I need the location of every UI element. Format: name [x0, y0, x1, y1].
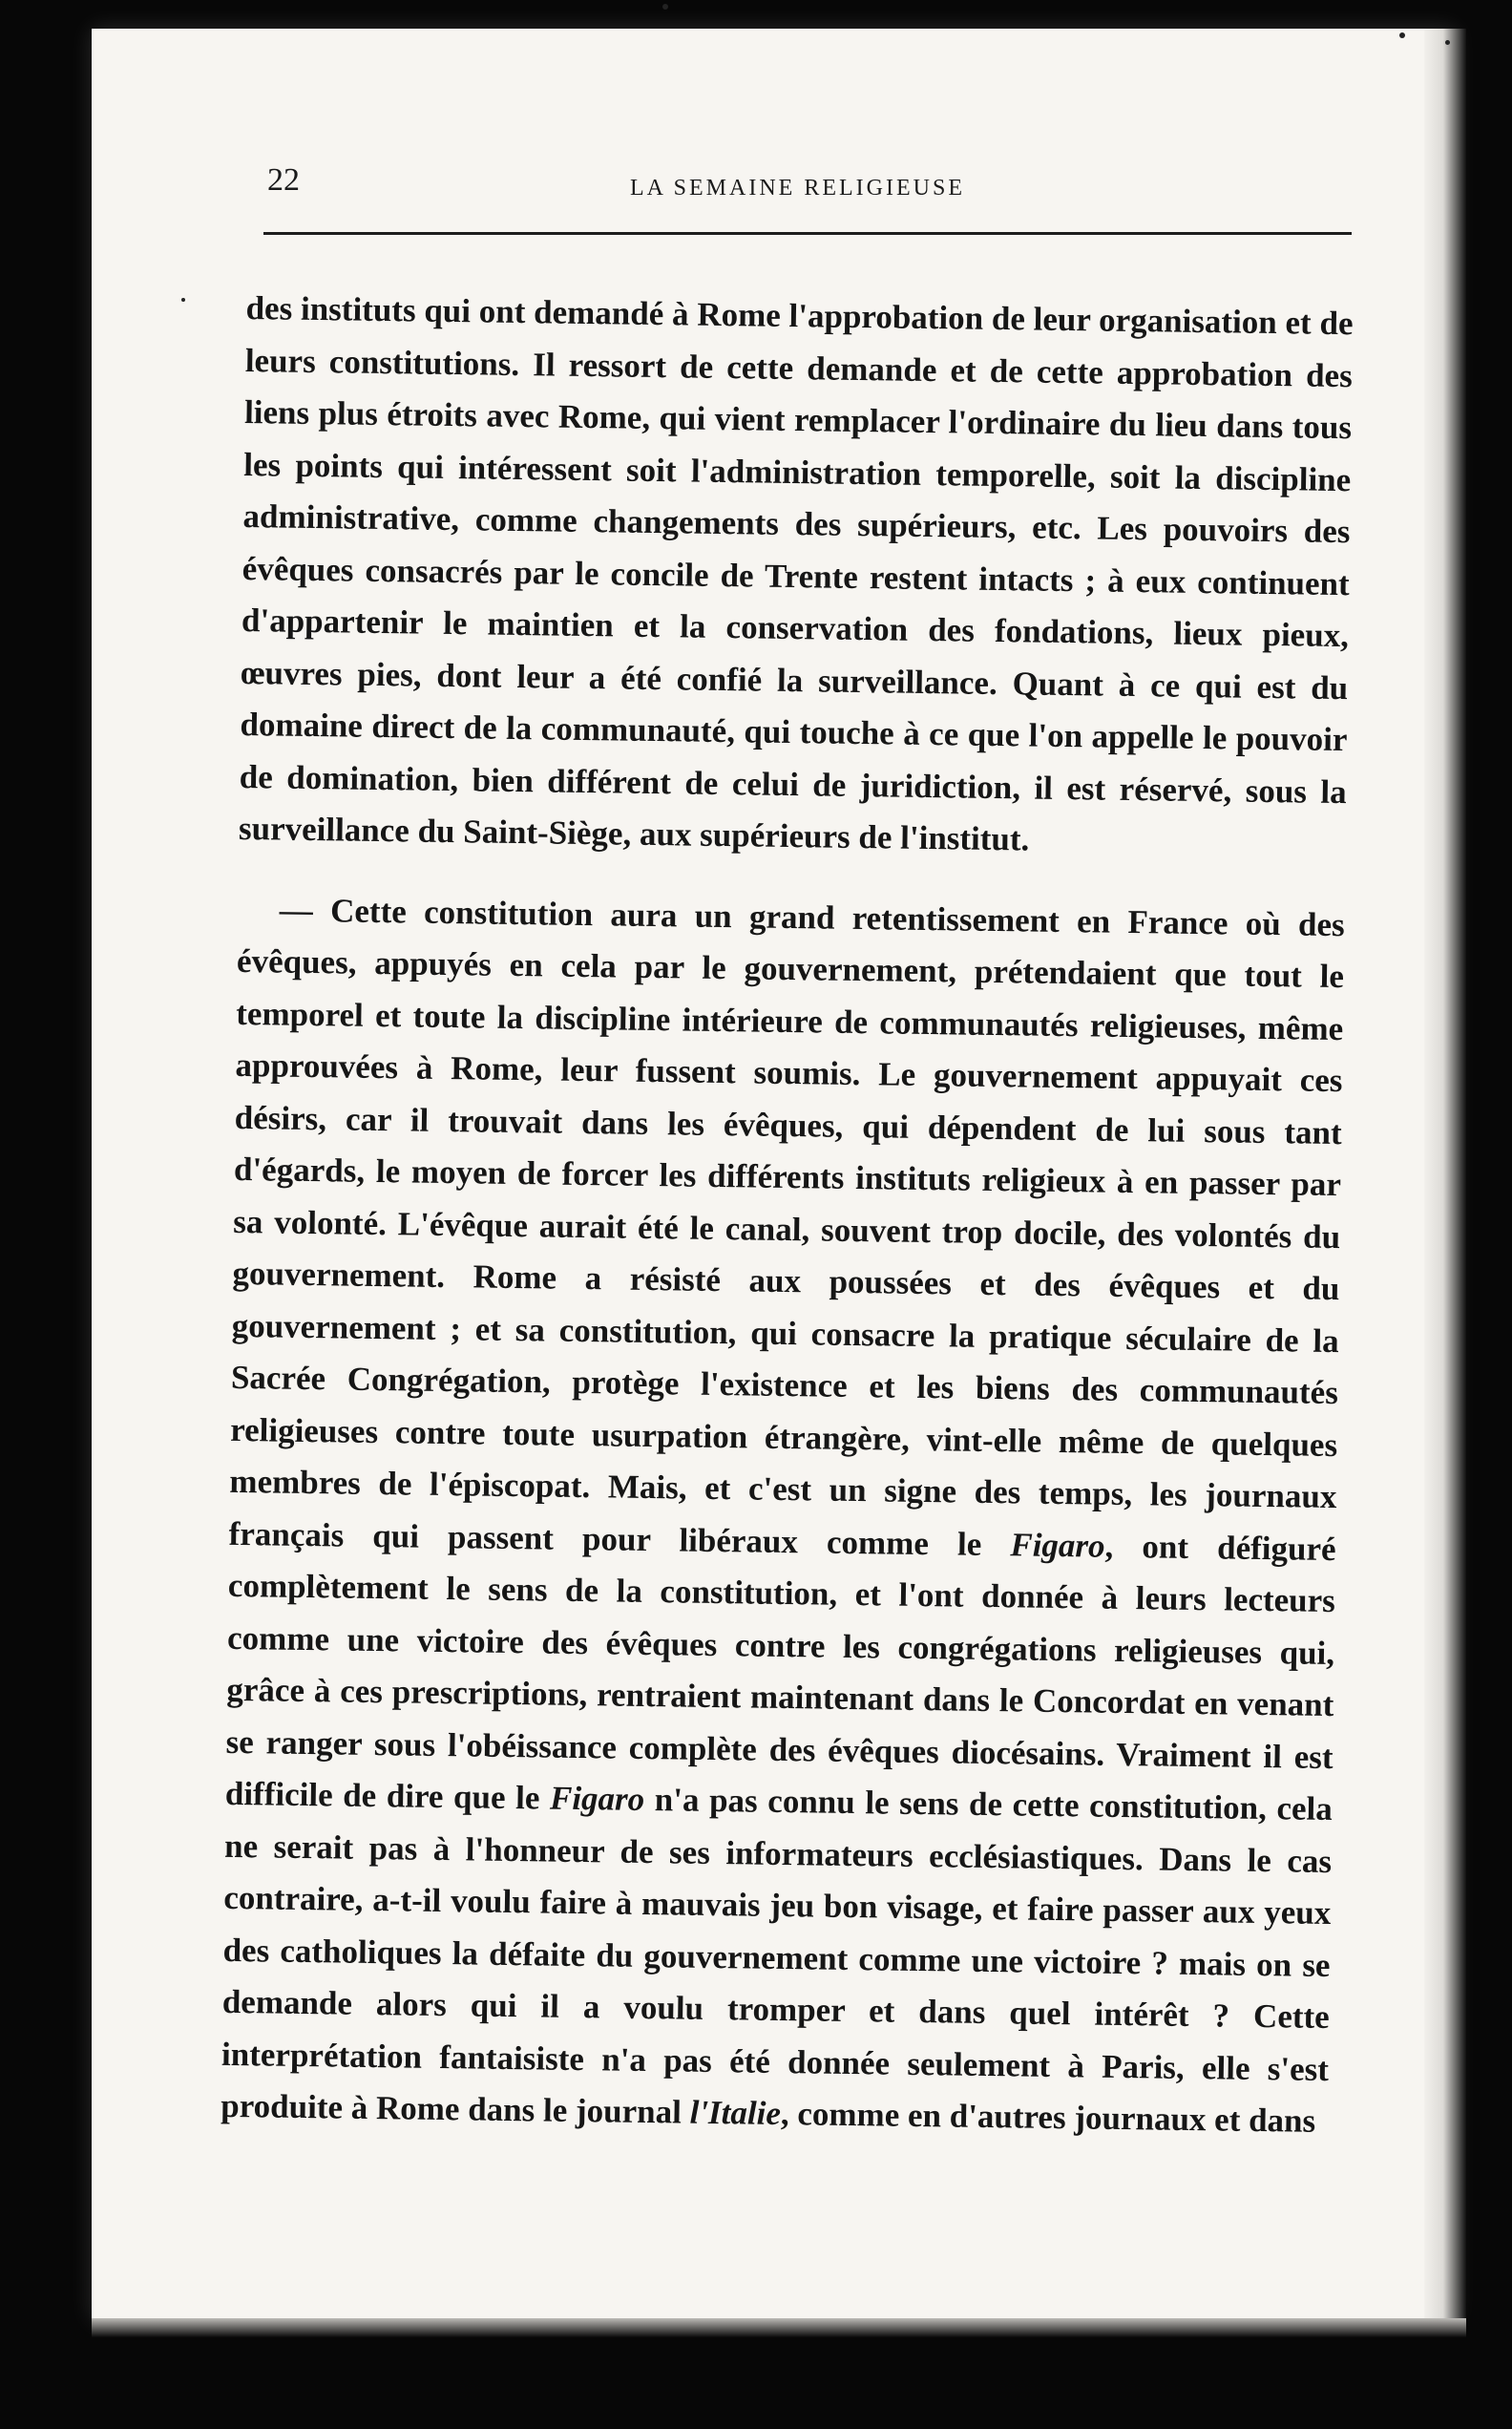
running-title: LA SEMAINE RELIGIEUSE	[630, 176, 965, 201]
ink-speck	[662, 4, 668, 10]
text-segment: des instituts qui ont demandé à Rome l'approbation de leur organisation et de leurs constitutions. Il ressort de cette demande et de cette approbation des liens plus étroits avec Rome, qui vient remplacer l'ordinaire du lieu dans tous les points qui intéressent soit l'administration temporelle, soit la discipline administrative, comme changements des supérieurs, etc. Les pouvoirs des évêques consacrés par le concile de Trente restent intacts ; à eux continuent d'appartenir le maintien et la conservation des fondations, lieux pieux, œuvres pies, dont leur a été confié la surveillance. Quant à ce qui est du domaine direct de la communauté, qui touche à ce que l'on appelle le pouvoir de domination, bien différent de celui de juridiction, il est réservé, sous la surveillance du Saint-Siège, aux supérieurs de l'institut.	[238, 288, 1354, 858]
text-segment: n'a pas connu le sens de cette constitution, cela ne serait pas à l'honneur de ses informateurs ecclésiastiques. Dans le cas contraire, a-t-il voulu faire à mauvais jeu bon visage, et faire passer aux yeux des catholiques la défaite du gouvernement comme une victoire ? mais on se demande alors qui il a voulu tromper et dans quel intérêt ? Cette interprétation fantaisiste n'a pas été donnée seulement à Paris, elle s'est produite à Rome dans le journal	[220, 1780, 1334, 2131]
text-segment: , comme en d'autres journaux et dans	[780, 2095, 1316, 2140]
text-segment: — Cette constitution aura un grand retentissement en France où des évêques, appuyés en cela par le gouvernement, prétendaient que tout le temporel et toute la discipline intérieure de communautés religieuses, même approuvées à Rome, leur fussent soumis. Le gouvernement appuyait ces désirs, car il trouvait dans les évêques, qui dépendent de lui sous tant d'égards, le moyen de forcer les différents instituts religieux à en passer par sa volonté. L'évêque aurait été le canal, souvent trop docile, des volontés du gouvernement. Rome a résisté aux poussées et des évêques et du gouvernement ; et sa constitution, qui consacre la pratique séculaire de la Sacrée Congrégation, protège l'existence et les biens des communautés religieuses contre toute usurpation étrangère, vint-elle même de quelques membres de l'épiscopat. Mais, et c'est un signe des temps, les journaux français qui passent pour libéraux comme le	[228, 891, 1346, 1563]
ink-speck	[1399, 32, 1405, 38]
ink-speck	[1445, 40, 1450, 45]
ink-speck	[181, 298, 185, 302]
page-number: 22	[267, 162, 300, 198]
paragraph	[220, 883, 1345, 2147]
header-rule	[263, 232, 1352, 235]
page-edge	[1424, 29, 1466, 2320]
paragraph	[239, 283, 1354, 871]
body-text	[220, 283, 1354, 2148]
italic-title: l'Italie	[689, 2093, 782, 2133]
italic-title: Figaro	[1010, 1525, 1105, 1565]
text-segment: , ont défiguré complètement le sens de la constitution, et l'ont donnée à leurs lecteurs comme une victoire des évêques contre les congrégations religieuses qui, grâce à ces prescriptions, rentraient maintenant dans le Concordat en venant se ranger sous l'obéissance complète des évêques diocésains. Vraiment il est difficile de dire que le	[224, 1527, 1336, 1817]
italic-title: Figaro	[549, 1779, 645, 1818]
page-header	[258, 153, 1365, 210]
page-bottom-edge	[92, 2318, 1466, 2337]
